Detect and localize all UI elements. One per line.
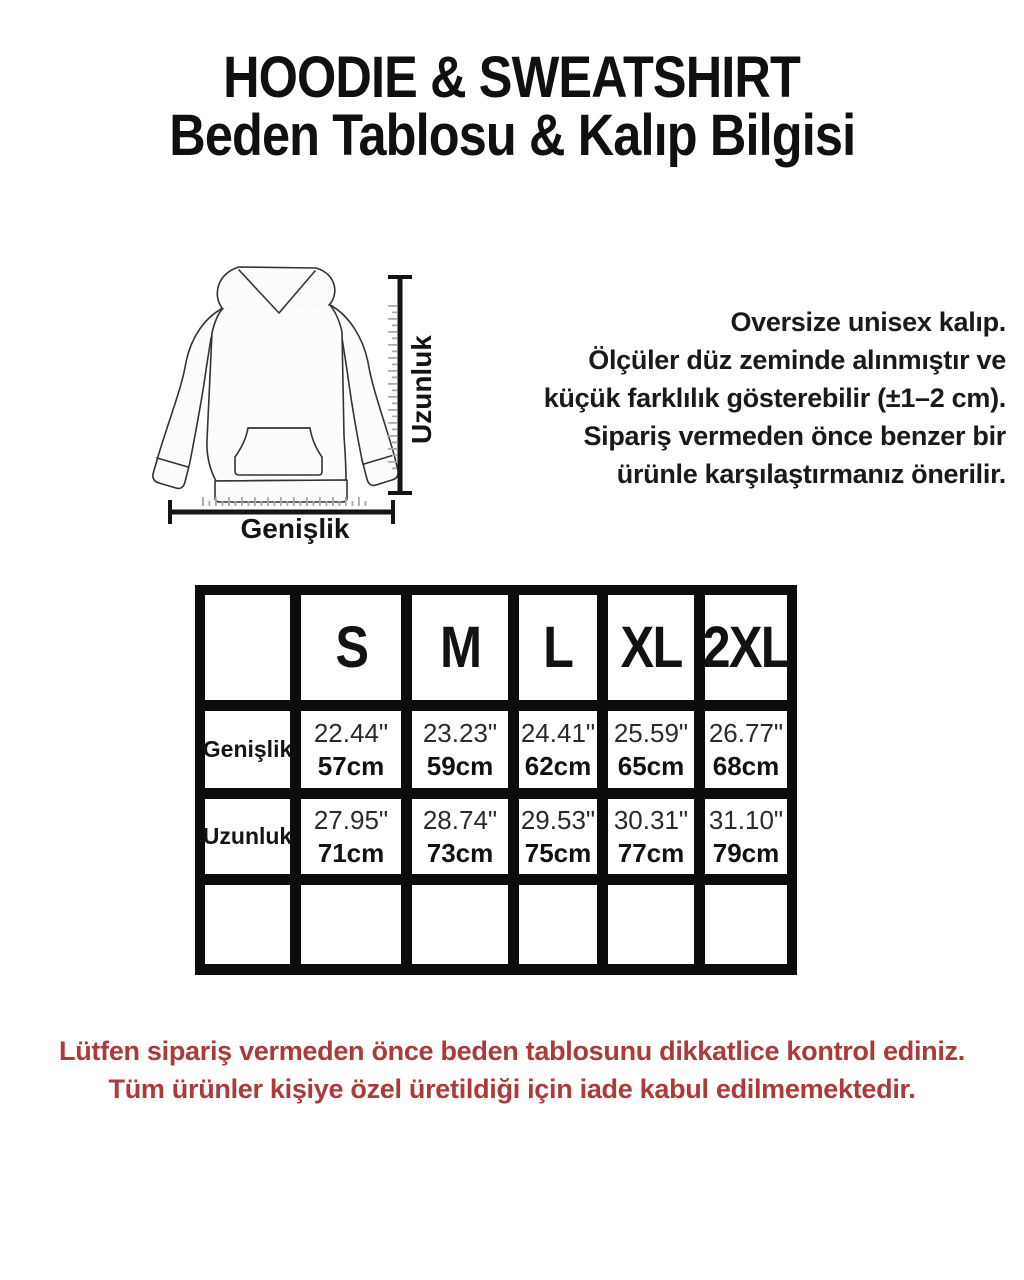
page-title-text-2: Beden Tablosu & Kalıp Bilgisi [169, 103, 855, 168]
width-xl-cell: 25.59" 65cm [608, 711, 694, 788]
page-title-text-1: HOODIE & SWEATSHIRT [223, 45, 801, 110]
size-header-xl: XL [608, 595, 694, 700]
fit-note-line: küçük farklılık gösterebilir (±1–2 cm). [543, 383, 1006, 413]
fit-note-line: ürünle karşılaştırmanız önerilir. [616, 459, 1006, 489]
length-l-cell: 29.53" 75cm [519, 799, 597, 874]
fit-note-line: Ölçüler düz zeminde alınmıştır ve [588, 345, 1006, 375]
fit-note-line: Oversize unisex kalıp. [730, 307, 1006, 337]
width-axis-label: Genişlik [240, 513, 350, 544]
page-title-line-1 [0, 45, 1024, 110]
width-l-cell: 24.41" 62cm [519, 711, 597, 788]
length-ruler-ticks [393, 305, 395, 470]
size-header-2xl: 2XL [705, 595, 787, 700]
empty-cell [205, 885, 290, 964]
fit-note-line: Sipariş vermeden önce benzer bir [583, 421, 1006, 451]
length-axis-label: Uzunluk [406, 335, 437, 445]
fit-note [506, 303, 1006, 493]
row-label-length: Uzunluk [205, 799, 290, 874]
order-warning [0, 1032, 1024, 1108]
length-m-cell: 28.74" 73cm [412, 799, 508, 874]
width-m-cell: 23.23" 59cm [412, 711, 508, 788]
empty-cell [705, 885, 787, 964]
width-2xl-cell: 26.77" 68cm [705, 711, 787, 788]
empty-cell [608, 885, 694, 964]
row-label-width: Genişlik [205, 711, 290, 788]
size-table [195, 585, 797, 975]
size-header-l: L [519, 595, 597, 700]
empty-cell [301, 885, 401, 964]
length-s-cell: 27.95" 71cm [301, 799, 401, 874]
length-xl-cell: 30.31" 77cm [608, 799, 694, 874]
size-header-m: M [412, 595, 508, 700]
page-title-line-2 [0, 103, 1024, 168]
order-warning-line: Lütfen sipariş vermeden önce beden tablosunu dikkatlice kontrol ediniz. [59, 1036, 965, 1066]
width-s-cell: 22.44" 57cm [301, 711, 401, 788]
table-corner-cell [205, 595, 290, 700]
empty-cell [519, 885, 597, 964]
size-header-s: S [301, 595, 401, 700]
length-2xl-cell: 31.10" 79cm [705, 799, 787, 874]
order-warning-line: Tüm ürünler kişiye özel üretildiği için iade kabul edilmemektedir. [108, 1074, 916, 1104]
empty-cell [412, 885, 508, 964]
